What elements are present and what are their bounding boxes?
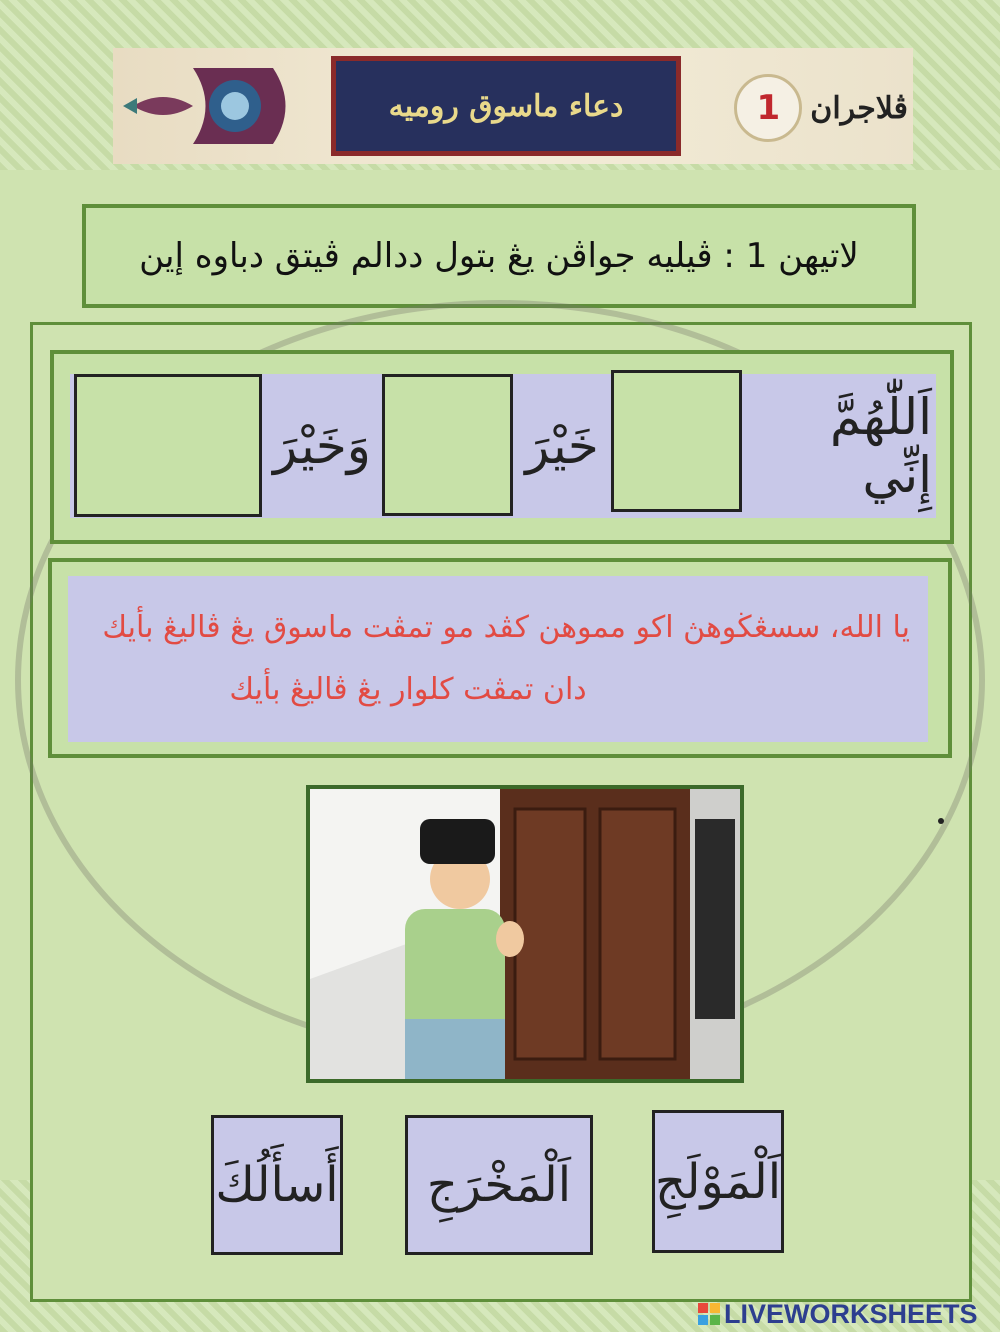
choice-card-almakhraj[interactable]: اَلْمَخْرَجِ [405, 1115, 593, 1255]
dua-word-khaira: خَيْرَ [525, 417, 599, 475]
title-banner [331, 56, 681, 156]
instruction-text: لاتيهن 1 : ڤيليه جواڤن يڠ بتول ددالم ڤيتق دباوه إين [139, 236, 859, 276]
answer-drop-box-1[interactable] [611, 370, 742, 512]
choice-card-almawlaj[interactable]: اَلْمَوْلَجِ [652, 1110, 784, 1253]
answer-drop-box-3[interactable] [74, 374, 262, 517]
meaning-box [68, 576, 928, 742]
arabesque-ornament-icon [123, 58, 303, 154]
lesson-title: دعاء ماسوق روميه [388, 88, 624, 124]
boy-praying-photo [306, 785, 744, 1083]
stray-dot [938, 818, 944, 824]
dua-word-wakhaira: وَخَيْرَ [273, 417, 371, 475]
meaning-line-1: يا الله، سسڠڬوهڽ اكو مموهن كڤد مو تمڤت ماسوق يڠ ڤاليڠ بأيك [102, 610, 910, 645]
lesson-label: ڤلاجران [810, 90, 908, 126]
photo-illustration [310, 789, 740, 1079]
lesson-number: 1 [734, 74, 802, 142]
liveworksheets-logo-icon [698, 1303, 720, 1325]
answer-drop-box-2[interactable] [382, 374, 513, 516]
choice-card-asaluka[interactable]: أَسأَلُكَ [211, 1115, 343, 1255]
dua-word-allahumma-inni: اَللّٰهُمَّ إِنِّي [829, 388, 932, 504]
lesson-badge [698, 68, 908, 148]
liveworksheets-watermark [698, 1298, 978, 1330]
watermark-text: LIVEWORKSHEETS [724, 1298, 978, 1329]
instruction-box [82, 204, 916, 308]
lesson-header [113, 48, 913, 164]
meaning-line-2: دان تمڤت كلوار يڠ ڤاليڠ بأيك [229, 672, 587, 707]
